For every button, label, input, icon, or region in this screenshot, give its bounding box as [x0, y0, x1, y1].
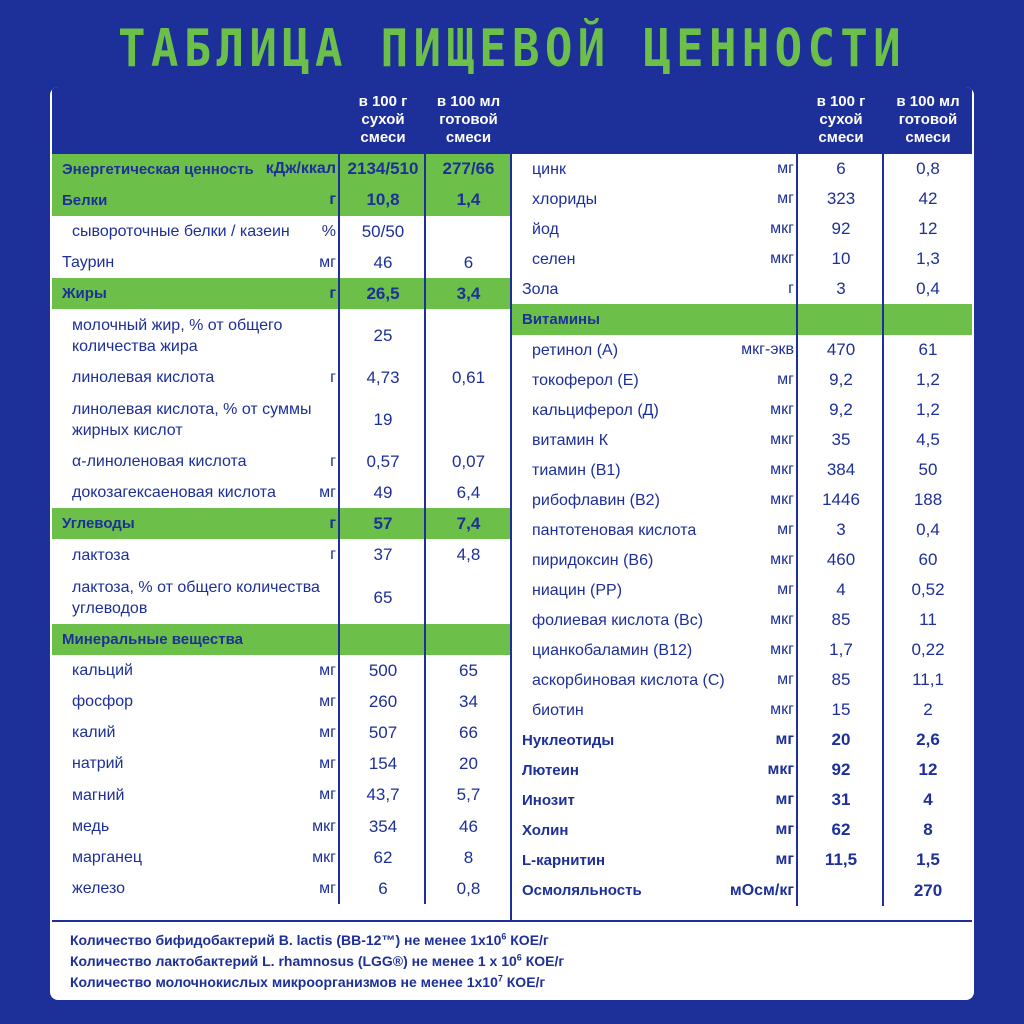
table-row: [52, 184, 511, 216]
row-value-100g: 20: [831, 730, 851, 749]
row-value-100g: 6: [378, 878, 388, 898]
row-value-100g: 10,8: [366, 190, 400, 209]
row-value-100ml: 60: [918, 550, 938, 569]
row-name: токоферол (Е): [532, 371, 639, 389]
footnote-text: Количество молочнокислых микроорганизмов не менее 1х10: [70, 974, 498, 990]
row-name: Жиры: [62, 285, 107, 302]
left-header: [52, 87, 511, 154]
table-row: [52, 446, 511, 477]
row-unit: мкг: [770, 431, 794, 448]
row-value-100ml: 4: [923, 790, 933, 809]
row-unit: мг: [775, 821, 794, 838]
row-name: Углеводы: [62, 515, 135, 532]
row-value-100g: 0,57: [366, 451, 400, 471]
row-name: Нуклеотиды: [522, 731, 615, 749]
row-value-100g: 46: [373, 252, 393, 272]
header-col-100g-line: в 100 г: [816, 93, 866, 110]
row-name: тиамин (В1): [532, 461, 621, 479]
row-name: рибофлавин (В2): [532, 491, 660, 509]
row-unit: мкг-экв: [741, 341, 794, 358]
row-name: линолевая кислота: [72, 369, 215, 386]
row-value-100g: 49: [373, 482, 393, 502]
row-value-100g: 1,7: [829, 640, 853, 659]
row-value-100ml: 188: [913, 490, 943, 509]
footnote-exponent: 6: [501, 931, 507, 942]
table-row: [512, 154, 972, 184]
row-unit: мг: [319, 754, 336, 772]
row-value-100g: 31: [831, 790, 851, 809]
row-value-100ml: 8: [923, 820, 933, 839]
table-row: [52, 278, 511, 309]
table-row: [512, 425, 972, 455]
table-row: [52, 842, 511, 873]
row-name: фолиевая кислота (Вс): [532, 611, 704, 629]
row-unit: г: [329, 191, 336, 208]
row-value-100g: 92: [831, 760, 851, 779]
footnotes: [70, 930, 564, 993]
row-name: натрий: [72, 755, 124, 772]
row-unit: мг: [775, 731, 794, 748]
row-name: L-карнитин: [522, 851, 606, 869]
row-value-100ml: 5,7: [456, 785, 481, 804]
header-col-100ml-line: готовой: [439, 111, 498, 128]
row-value-100g: 470: [826, 340, 856, 359]
row-value-100g: 65: [373, 587, 393, 607]
row-value-100g: 6: [836, 159, 846, 178]
row-value-100ml: 2: [923, 700, 933, 719]
table-row: [512, 304, 972, 335]
right-column-divider: [796, 87, 798, 906]
row-name: кальций: [72, 662, 133, 679]
nutrition-table-panel: [50, 87, 974, 1000]
row-value-100ml: 12: [918, 760, 938, 779]
row-name: Минеральные вещества: [62, 631, 243, 648]
table-row: [512, 244, 972, 274]
row-value-100ml: 1,2: [916, 400, 940, 419]
row-value-100g: 26,5: [366, 283, 400, 303]
row-value-100ml: 20: [459, 753, 478, 773]
row-name: хлориды: [532, 190, 598, 208]
row-value-100g: 3: [836, 279, 846, 298]
row-value-100ml: 34: [459, 691, 478, 711]
row-name: лактоза, % от общего количества углеводов: [72, 578, 320, 617]
row-value-100g: 260: [368, 691, 398, 711]
row-unit: мг: [777, 671, 794, 688]
row-value-100ml: 11,1: [912, 670, 944, 689]
row-name: молочный жир, % от общего количества жира: [72, 316, 283, 355]
row-value-100ml: 0,4: [916, 520, 940, 539]
header-col-100ml-line: смеси: [445, 129, 492, 146]
row-value-100ml: 7,4: [456, 513, 481, 533]
row-unit: мг: [319, 723, 336, 741]
header-col-100g: [340, 93, 426, 154]
table-row: [52, 247, 511, 278]
table-row: [52, 655, 511, 686]
row-name: цианкобаламин (В12): [532, 641, 693, 659]
row-name: витамин К: [532, 431, 609, 449]
footnote-line: [70, 951, 564, 972]
footnote-text: Количество лактобактерий L. rhamnosus (LGG®) не менее 1 х 10: [70, 953, 517, 969]
row-unit: мкг: [770, 491, 794, 508]
footnote-exponent: 6: [516, 952, 522, 963]
row-value-100ml: 42: [918, 189, 938, 208]
right-column-divider: [882, 87, 884, 906]
row-value-100g: 323: [826, 189, 856, 208]
row-value-100ml: 0,8: [916, 159, 940, 178]
row-value-100g: 11,5: [824, 850, 858, 869]
row-value-100g: 10: [831, 249, 851, 268]
row-value-100g: 1446: [822, 490, 860, 509]
row-name: калий: [72, 724, 116, 741]
table-row: [52, 779, 511, 811]
row-value-100ml: 0,61: [451, 367, 486, 387]
row-unit: мг: [777, 371, 794, 388]
row-unit: мг: [319, 483, 336, 501]
row-unit: мг: [775, 791, 794, 808]
row-value-100ml: 4,8: [456, 545, 481, 564]
row-name: медь: [72, 818, 110, 835]
row-value-100ml: 0,07: [451, 451, 486, 471]
row-name: Зола: [522, 280, 559, 298]
row-name: α-линоленовая кислота: [72, 453, 247, 470]
row-name: сывороточные белки / казеин: [72, 223, 290, 240]
row-name: Таурин: [62, 254, 115, 271]
row-value-100ml: 2,6: [916, 730, 940, 749]
footnote-unit: КОЕ/г: [502, 974, 546, 990]
row-name: аскорбиновая кислота (С): [532, 671, 725, 689]
row-name: марганец: [72, 849, 143, 866]
table-row: [512, 575, 972, 605]
row-name: магний: [72, 786, 125, 804]
table-row: [52, 873, 511, 904]
row-value-100ml: 1,4: [456, 190, 481, 209]
row-value-100g: 50/50: [361, 221, 405, 241]
row-value-100g: 57: [373, 513, 393, 533]
right-column: [512, 87, 972, 906]
row-unit: мкг: [770, 250, 794, 267]
header-col-100ml-line: смеси: [905, 129, 951, 146]
row-value-100ml: 46: [459, 816, 478, 836]
row-value-100ml: 0,52: [911, 580, 945, 599]
row-value-100ml: 8: [463, 847, 474, 867]
row-name: лактоза: [72, 546, 130, 564]
row-unit: кДж/ккал: [265, 160, 336, 177]
row-value-100ml: 0,4: [916, 279, 940, 298]
table-row: [52, 508, 511, 539]
page-title: ТАБЛИЦА ПИЩЕВОЙ ЦЕННОСТИ: [118, 19, 906, 79]
table-row: [512, 845, 972, 875]
row-unit: мг: [777, 521, 794, 538]
table-row: [512, 455, 972, 485]
table-row: [52, 216, 511, 247]
table-row: [52, 477, 511, 508]
row-name: кальциферол (Д): [532, 401, 659, 419]
table-row: [512, 515, 972, 545]
footnote-line: [70, 972, 564, 993]
table-row: [512, 755, 972, 785]
row-value-100g: 25: [373, 325, 393, 345]
table-row: [512, 365, 972, 395]
row-unit: мкг: [770, 551, 794, 568]
header-col-100g-line: сухой: [361, 111, 405, 128]
row-value-100g: 384: [826, 460, 856, 479]
row-name: ниацин (РР): [532, 581, 623, 599]
table-row: [52, 362, 511, 393]
table-row: [52, 309, 511, 362]
table-row: [512, 605, 972, 635]
row-value-100ml: 50: [918, 460, 938, 479]
row-name: фосфор: [72, 693, 134, 710]
row-value-100ml: 4,5: [916, 430, 940, 449]
row-value-100g: 19: [373, 409, 393, 429]
table-row: [512, 184, 972, 214]
row-value-100g: 85: [831, 670, 851, 689]
header-col-100g-line: сухой: [819, 111, 863, 128]
row-unit: мкг: [770, 401, 794, 418]
row-unit: мг: [775, 851, 794, 868]
row-name: докозагексаеновая кислота: [72, 484, 276, 501]
row-unit: мкг: [770, 701, 794, 718]
footnote-line: [70, 930, 564, 951]
table-row: [52, 154, 511, 184]
row-unit: мкг: [770, 641, 794, 658]
row-unit: г: [330, 368, 336, 386]
row-unit: мкг: [770, 611, 794, 628]
left-column-divider: [424, 87, 426, 904]
row-unit: мг: [777, 190, 794, 207]
row-name: селен: [532, 250, 576, 268]
table-row: [512, 274, 972, 304]
footnote-unit: КОЕ/г: [521, 953, 565, 969]
row-value-100g: 154: [368, 753, 398, 773]
row-unit: мг: [319, 661, 336, 679]
row-unit: мг: [319, 786, 336, 803]
row-name: ретинол (А): [532, 341, 619, 359]
row-name: Лютеин: [522, 761, 579, 779]
row-name: линолевая кислота, % от суммы жирных кислот: [72, 400, 312, 439]
table-row: [512, 545, 972, 575]
row-unit: мг: [319, 253, 336, 271]
header-col-100g: [798, 93, 884, 154]
row-value-100ml: 1,2: [916, 370, 940, 389]
row-unit: мг: [319, 692, 336, 710]
table-row: [52, 717, 511, 748]
table-row: [512, 725, 972, 755]
row-value-100g: 92: [831, 219, 851, 238]
row-name: цинк: [532, 160, 566, 178]
row-unit: г: [329, 284, 336, 302]
table-row: [512, 695, 972, 725]
table-row: [512, 815, 972, 845]
row-value-100g: 62: [373, 847, 393, 867]
row-unit: мкг: [770, 220, 794, 237]
left-column-divider: [338, 87, 340, 904]
header-col-100ml-line: в 100 мл: [436, 93, 501, 110]
row-value-100ml: 0,22: [911, 640, 945, 659]
table-row: [52, 748, 511, 779]
header-col-100ml-line: в 100 мл: [896, 93, 960, 110]
row-value-100g: 4,73: [366, 367, 400, 387]
header-col-100g-line: в 100 г: [358, 93, 408, 110]
row-value-100g: 507: [368, 722, 398, 742]
header-col-100ml: [884, 93, 972, 154]
left-column: [52, 87, 511, 904]
table-row: [52, 393, 511, 446]
row-value-100ml: 3,4: [456, 283, 481, 303]
table-row: [512, 485, 972, 515]
table-row: [52, 571, 511, 624]
row-value-100g: 4: [836, 580, 846, 599]
row-unit: мг: [319, 879, 336, 897]
header-col-100g-line: смеси: [818, 129, 864, 146]
row-value-100g: 37: [373, 545, 393, 564]
header-col-100ml-line: готовой: [898, 111, 958, 128]
table-row: [512, 875, 972, 906]
row-value-100ml: 270: [913, 880, 943, 900]
row-name: Белки: [62, 191, 108, 209]
row-value-100g: 35: [831, 430, 851, 449]
row-value-100ml: 66: [459, 722, 478, 742]
table-row: [512, 395, 972, 425]
row-value-100ml: 6,4: [456, 482, 481, 502]
row-value-100ml: 11: [919, 610, 937, 629]
right-header: [512, 87, 972, 154]
table-row: [52, 686, 511, 717]
row-unit: мОсм/кг: [729, 881, 794, 899]
footnote-text: Количество бифидобактерий B. lactis (BB-12™) не менее 1х10: [70, 932, 502, 948]
row-unit: мг: [777, 160, 794, 177]
footnote-exponent: 7: [497, 973, 503, 984]
row-value-100g: 43,7: [366, 785, 400, 804]
row-value-100g: 3: [836, 520, 846, 539]
table-row: [512, 335, 972, 365]
row-name: Энергетическая ценность: [62, 160, 254, 178]
table-row: [512, 665, 972, 695]
row-value-100ml: 12: [918, 219, 938, 238]
header-col-100g-line: смеси: [360, 129, 406, 146]
row-value-100g: 500: [368, 660, 398, 680]
row-unit: г: [788, 280, 794, 297]
row-unit: г: [330, 546, 336, 563]
table-row: [512, 214, 972, 244]
row-value-100g: 62: [831, 820, 851, 839]
row-unit: %: [321, 222, 336, 240]
row-value-100g: 354: [368, 816, 398, 836]
table-bottom-divider: [52, 920, 972, 922]
table-row: [512, 785, 972, 815]
row-unit: мкг: [312, 817, 336, 835]
row-value-100g: 9,2: [829, 400, 853, 419]
row-value-100g: 2134/510: [347, 159, 419, 178]
row-name: железо: [72, 880, 126, 897]
row-name: биотин: [532, 701, 584, 719]
row-unit: мкг: [312, 848, 336, 866]
footnote-unit: КОЕ/г: [506, 932, 549, 948]
row-name: йод: [532, 220, 559, 238]
row-value-100ml: 65: [459, 660, 478, 680]
row-name: Витамины: [522, 311, 600, 328]
row-unit: г: [329, 514, 336, 532]
row-value-100ml: 1,3: [916, 249, 940, 268]
row-value-100ml: 1,5: [916, 850, 940, 869]
row-value-100ml: 277/66: [442, 159, 495, 178]
row-value-100g: 85: [831, 610, 851, 629]
row-value-100g: 460: [826, 550, 856, 569]
row-value-100ml: 6: [463, 252, 474, 272]
row-unit: мкг: [770, 461, 794, 478]
row-unit: мг: [777, 581, 794, 598]
center-column-divider: [510, 87, 512, 920]
header-col-100ml: [426, 93, 511, 154]
row-value-100ml: 0,8: [456, 878, 481, 898]
row-name: Холин: [522, 821, 569, 839]
row-name: пиридоксин (В6): [532, 551, 654, 569]
table-row: [52, 811, 511, 842]
row-value-100g: 9,2: [829, 370, 853, 389]
row-unit: мкг: [767, 761, 794, 778]
table-row: [512, 635, 972, 665]
table-row: [52, 539, 511, 571]
row-unit: г: [330, 452, 336, 470]
table-row: [52, 624, 511, 655]
row-name: пантотеновая кислота: [532, 521, 697, 539]
row-value-100g: 15: [831, 700, 851, 719]
row-name: Осмоляльность: [522, 882, 642, 899]
row-name: Инозит: [522, 791, 575, 809]
row-value-100ml: 61: [918, 340, 938, 359]
